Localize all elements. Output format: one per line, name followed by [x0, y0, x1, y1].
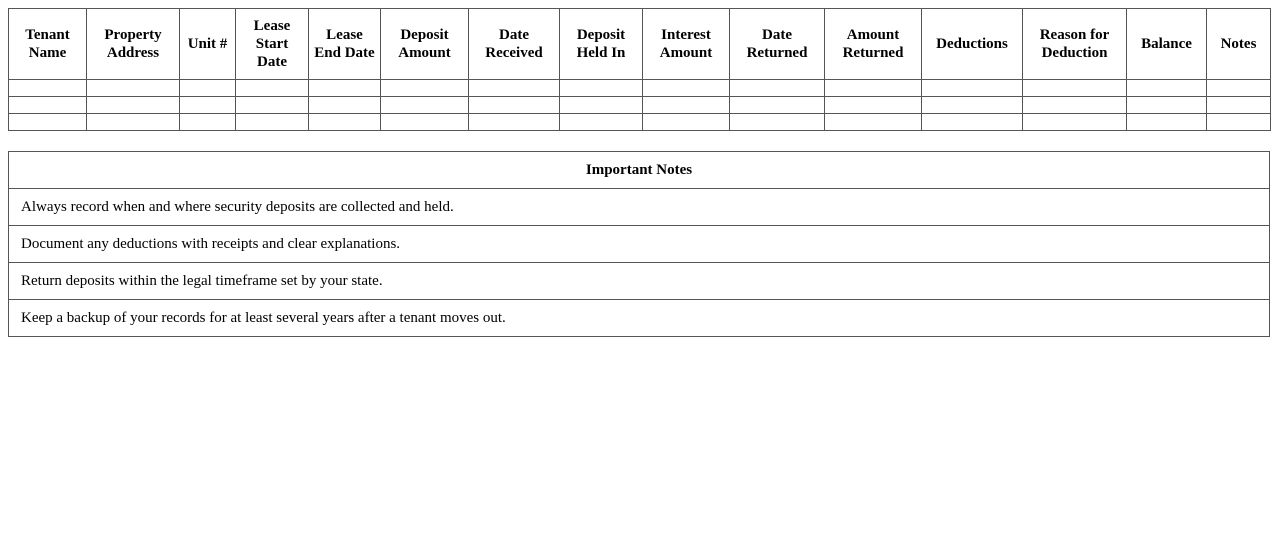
header-lease-start-date: Lease Start Date	[236, 9, 309, 80]
note-item: Document any deductions with receipts and clear explanations.	[9, 226, 1270, 263]
table-cell[interactable]	[180, 80, 236, 97]
header-amount-returned: Amount Returned	[825, 9, 922, 80]
header-date-received: Date Received	[469, 9, 560, 80]
header-tenant-name: Tenant Name	[9, 9, 87, 80]
table-cell[interactable]	[87, 114, 180, 131]
table-cell[interactable]	[309, 80, 381, 97]
header-notes: Notes	[1207, 9, 1271, 80]
table-cell[interactable]	[1207, 114, 1271, 131]
table-cell[interactable]	[381, 114, 469, 131]
table-cell[interactable]	[469, 80, 560, 97]
notes-header-row	[9, 152, 1270, 189]
header-property-address: Property Address	[87, 9, 180, 80]
table-cell[interactable]	[309, 114, 381, 131]
table-cell[interactable]	[825, 114, 922, 131]
header-date-returned: Date Returned	[730, 9, 825, 80]
table-cell[interactable]	[469, 97, 560, 114]
table-cell[interactable]	[730, 97, 825, 114]
note-item: Always record when and where security deposits are collected and held.	[9, 189, 1270, 226]
table-cell[interactable]	[381, 80, 469, 97]
table-row	[9, 114, 1271, 131]
table-cell[interactable]	[560, 114, 643, 131]
table-cell[interactable]	[1127, 80, 1207, 97]
table-cell[interactable]	[236, 97, 309, 114]
table-cell[interactable]	[643, 97, 730, 114]
table-cell[interactable]	[180, 97, 236, 114]
table-cell[interactable]	[1023, 97, 1127, 114]
table-cell[interactable]	[1207, 80, 1271, 97]
table-cell[interactable]	[309, 97, 381, 114]
ledger-body	[9, 80, 1271, 131]
ledger-header-row	[9, 9, 1271, 80]
table-cell[interactable]	[643, 80, 730, 97]
note-row	[9, 189, 1270, 226]
table-cell[interactable]	[87, 97, 180, 114]
header-deductions: Deductions	[922, 9, 1023, 80]
table-cell[interactable]	[87, 80, 180, 97]
note-row	[9, 226, 1270, 263]
header-balance: Balance	[1127, 9, 1207, 80]
table-cell[interactable]	[9, 114, 87, 131]
table-cell[interactable]	[643, 114, 730, 131]
table-cell[interactable]	[730, 114, 825, 131]
table-cell[interactable]	[236, 80, 309, 97]
header-lease-end-date: Lease End Date	[309, 9, 381, 80]
table-cell[interactable]	[922, 97, 1023, 114]
table-cell[interactable]	[1207, 97, 1271, 114]
table-cell[interactable]	[560, 97, 643, 114]
header-reason-for-deduction: Reason for Deduction	[1023, 9, 1127, 80]
important-notes-table	[8, 151, 1270, 337]
table-cell[interactable]	[922, 80, 1023, 97]
table-cell[interactable]	[1023, 80, 1127, 97]
note-item: Keep a backup of your records for at least several years after a tenant moves out.	[9, 300, 1270, 337]
table-cell[interactable]	[180, 114, 236, 131]
table-cell[interactable]	[1127, 97, 1207, 114]
table-cell[interactable]	[469, 114, 560, 131]
table-cell[interactable]	[825, 97, 922, 114]
header-deposit-amount: Deposit Amount	[381, 9, 469, 80]
table-cell[interactable]	[825, 80, 922, 97]
note-row	[9, 263, 1270, 300]
table-cell[interactable]	[9, 80, 87, 97]
table-row	[9, 97, 1271, 114]
table-cell[interactable]	[730, 80, 825, 97]
header-unit-number: Unit #	[180, 9, 236, 80]
table-cell[interactable]	[236, 114, 309, 131]
table-row	[9, 80, 1271, 97]
notes-title: Important Notes	[9, 152, 1270, 189]
header-deposit-held-in: Deposit Held In	[560, 9, 643, 80]
table-cell[interactable]	[922, 114, 1023, 131]
table-cell[interactable]	[560, 80, 643, 97]
note-item: Return deposits within the legal timeframe set by your state.	[9, 263, 1270, 300]
table-cell[interactable]	[1023, 114, 1127, 131]
header-interest-amount: Interest Amount	[643, 9, 730, 80]
table-cell[interactable]	[1127, 114, 1207, 131]
table-cell[interactable]	[381, 97, 469, 114]
note-row	[9, 300, 1270, 337]
deposit-ledger-table	[8, 8, 1271, 131]
table-cell[interactable]	[9, 97, 87, 114]
